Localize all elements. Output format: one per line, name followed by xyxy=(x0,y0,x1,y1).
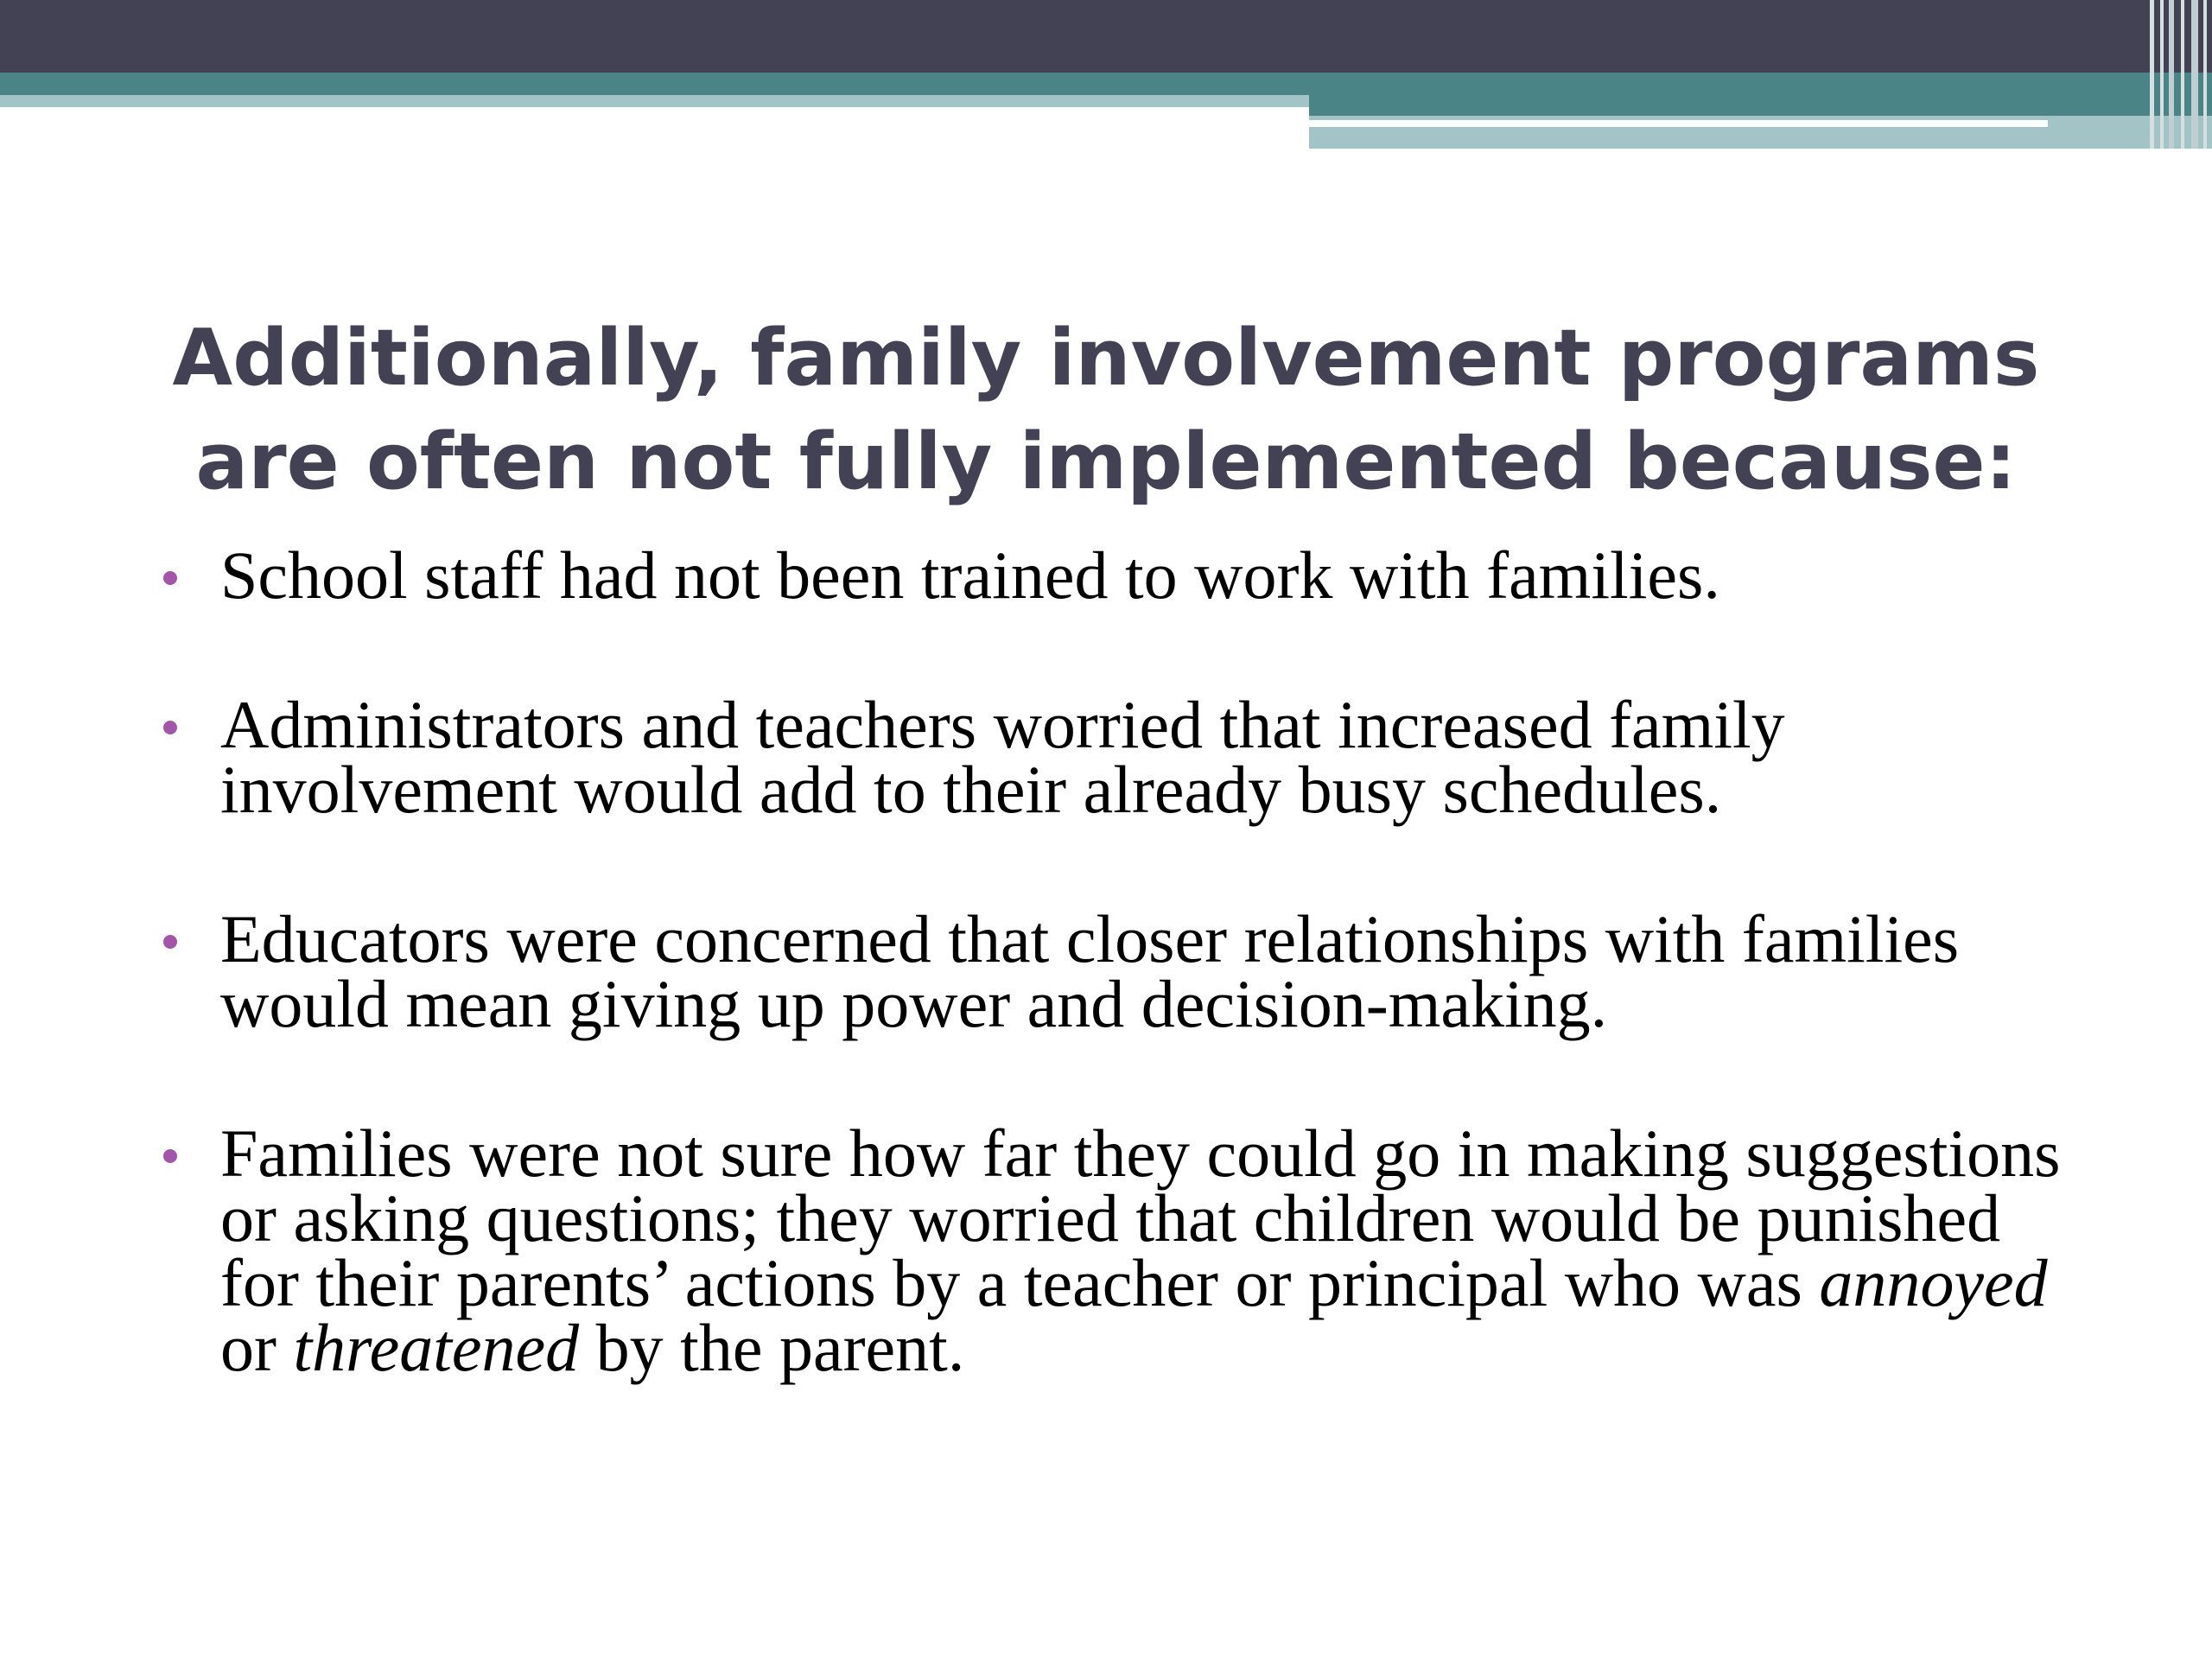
bullet-text: Educators were concerned that closer relationships with families would mean giving up power and decision-making. xyxy=(220,901,1960,1041)
bullet-text: Administrators and teachers worried that increased family involvement would add to their already busy schedules. xyxy=(220,687,1785,827)
bullet-text-italic: annoyed xyxy=(1819,1245,2048,1320)
bullet-item xyxy=(156,537,2074,613)
bullet-item xyxy=(156,901,2074,1041)
bullet-item xyxy=(156,1116,2074,1385)
bullet-text: by the parent. xyxy=(579,1310,965,1385)
bullet-item xyxy=(156,687,2074,827)
header-accent-light-lower xyxy=(1784,138,2212,149)
header-accent-line xyxy=(1309,120,2048,127)
header-bar-teal xyxy=(0,73,2212,95)
header-stripe xyxy=(2160,0,2164,149)
bullet-text-italic: threatened xyxy=(293,1310,580,1385)
header-stripe xyxy=(2203,0,2207,149)
bullet-text: or xyxy=(220,1310,294,1385)
header-stripe xyxy=(2169,0,2174,149)
header-bar-teal-light xyxy=(0,95,1309,107)
bullet-list xyxy=(156,537,2074,1465)
bullet-text: Families were not sure how far they could go in making suggestions or asking questions; they worried that children would be punished for their parents’ actions by a teacher or principal who was xyxy=(220,1116,2061,1320)
header-stripe xyxy=(2150,0,2154,149)
header-stripe xyxy=(2181,0,2184,149)
header-bar-dark xyxy=(0,0,2212,73)
slide-title: Additionally, family involvement programs are often not fully implemented because: xyxy=(172,313,2040,507)
header-stripe xyxy=(2191,0,2198,149)
bullet-text: School staff had not been trained to work with families. xyxy=(220,537,1720,613)
header-accent-teal xyxy=(1309,95,2212,116)
